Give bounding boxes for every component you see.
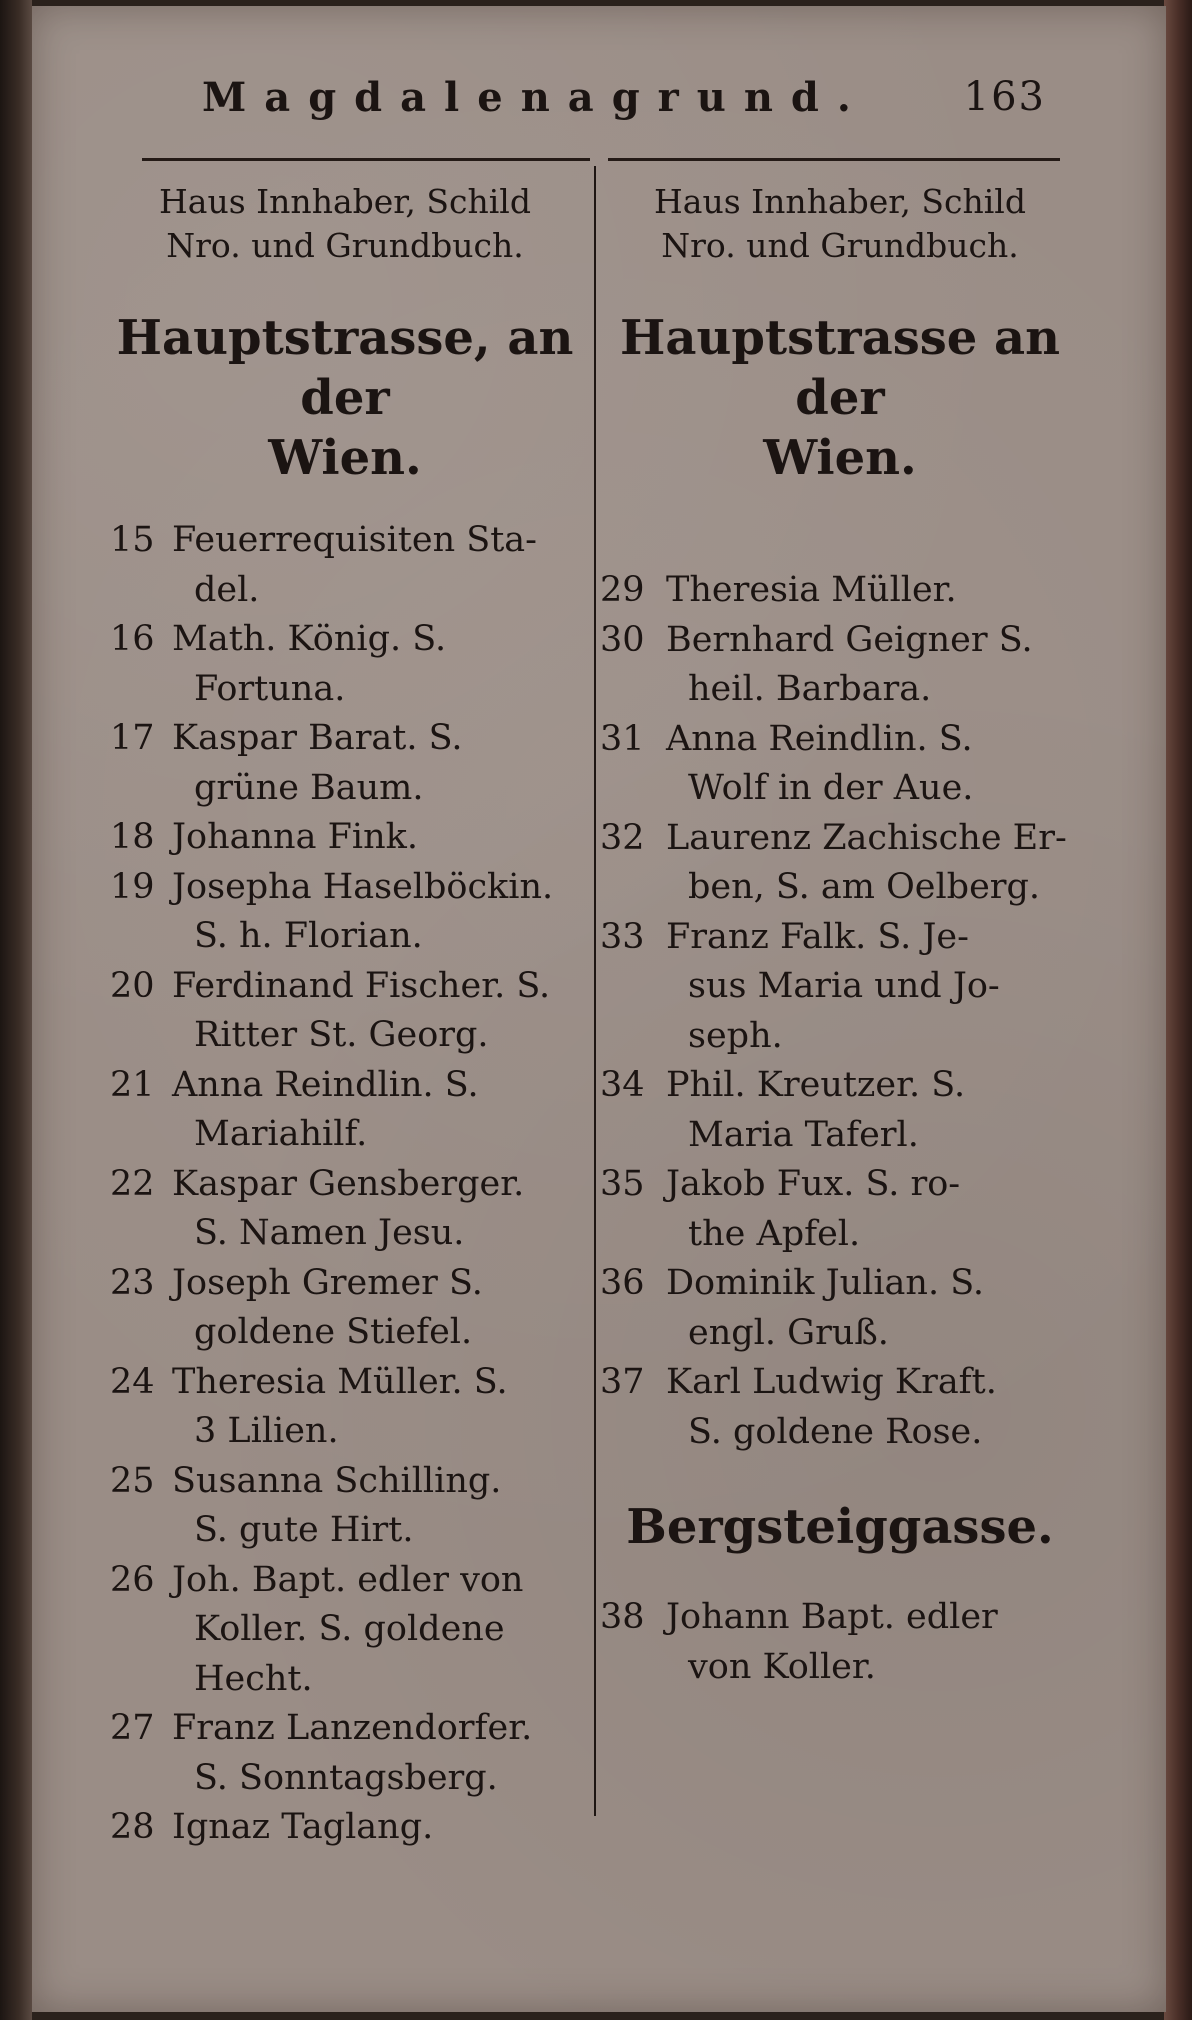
list-item: [600, 1061, 1080, 1160]
entry-continuation: engl. Gruß.: [688, 1312, 889, 1353]
list-item: [600, 1593, 1080, 1692]
house-number: 26: [110, 1559, 155, 1600]
entry-continuation: the Apfel.: [688, 1213, 861, 1254]
house-number: 37: [600, 1362, 645, 1402]
list-item: [110, 516, 580, 615]
entry-text: Joseph Gremer S.: [172, 1262, 483, 1303]
entry-continuation: 3 Lilien.: [194, 1411, 339, 1451]
house-number: 35: [600, 1164, 645, 1204]
house-number: 29: [600, 570, 645, 610]
house-number: 21: [110, 1064, 155, 1105]
list-item: [110, 813, 580, 863]
running-title: Magdalenagrund.: [202, 74, 869, 121]
column-header: [600, 180, 1080, 268]
house-number: 28: [110, 1807, 155, 1847]
street-heading-bergsteiggasse: Bergsteiggasse.: [626, 1499, 1054, 1555]
right-column: [600, 166, 1080, 1692]
entry-text: Jakob Fux. S. ro-: [666, 1164, 961, 1204]
page-number: 163: [963, 74, 1046, 120]
house-number: 27: [110, 1708, 155, 1748]
entry-continuation: Maria Taferl.: [688, 1114, 919, 1155]
column-header: [110, 180, 580, 268]
entry-text: Anna Reindlin. S.: [666, 718, 973, 759]
entry-continuation: Hecht.: [194, 1658, 313, 1699]
entry-text: Josepha Haselböckin.: [172, 866, 554, 907]
entry-text: Johann Bapt. edler: [666, 1597, 998, 1637]
list-item: [600, 1160, 1080, 1259]
street-heading-line2: Wien.: [268, 430, 422, 486]
street-heading: [110, 308, 580, 488]
house-number: 38: [600, 1597, 645, 1637]
entry-continuation: del.: [194, 569, 260, 610]
list-item: [110, 615, 580, 714]
entry-continuation: S. h. Florian.: [194, 916, 423, 956]
list-item: [600, 1259, 1080, 1358]
entry-continuation: Wolf in der Aue.: [688, 768, 974, 808]
list-item: [110, 1704, 580, 1803]
house-number: 33: [600, 916, 645, 957]
header-rule-left: [142, 158, 590, 161]
entry-text: Ferdinand Fischer. S.: [172, 965, 551, 1006]
house-number: 31: [600, 718, 645, 759]
entry-continuation: S. goldene Rose.: [688, 1411, 983, 1452]
house-number: 25: [110, 1460, 155, 1501]
entry-continuation: ben, S. am Oelberg.: [688, 867, 1041, 907]
street-heading-line1: Hauptstrasse, an der: [116, 310, 574, 426]
entry-continuation: von Koller.: [688, 1646, 876, 1687]
entry-text: Bernhard Geigner S.: [666, 619, 1033, 660]
house-number: 34: [600, 1065, 645, 1105]
entry-text: Theresia Müller.: [666, 570, 957, 610]
entry-text: Kaspar Gensberger.: [172, 1163, 525, 1204]
list-item: [110, 1803, 580, 1853]
entry-text: Anna Reindlin. S.: [172, 1064, 479, 1105]
street-heading-line2: Wien.: [763, 430, 917, 486]
entry-text: Feuerrequisiten Sta-: [172, 520, 537, 560]
house-number: 18: [110, 817, 155, 857]
running-head: [182, 74, 1046, 134]
house-number: 20: [110, 965, 155, 1006]
list-item: [110, 1556, 580, 1705]
entry-continuation: heil. Barbara.: [688, 669, 932, 709]
book-spine-edge: [0, 0, 32, 2020]
list-item: [110, 714, 580, 813]
column-header-line2: Nro. und Grundbuch.: [661, 226, 1019, 265]
list-item: [110, 1259, 580, 1358]
house-number: 16: [110, 619, 155, 659]
header-rule-right: [608, 158, 1060, 161]
entry-text: Johanna Fink.: [172, 817, 418, 857]
house-number: 19: [110, 866, 155, 907]
column-header-line2: Nro. und Grundbuch.: [166, 226, 524, 265]
list-item: [600, 814, 1080, 913]
list-item: [110, 1160, 580, 1259]
street-heading: [600, 308, 1080, 488]
entry-text: Karl Ludwig Kraft.: [666, 1362, 997, 1402]
entry-continuation: seph.: [688, 1015, 783, 1056]
column-header-line1: Haus Innhaber, Schild: [159, 182, 531, 221]
left-column: [110, 166, 580, 1853]
spacer: [600, 516, 1080, 566]
entry-continuation: Koller. S. goldene: [194, 1609, 505, 1649]
entry-continuation: S. gute Hirt.: [194, 1510, 414, 1550]
column-header-line1: Haus Innhaber, Schild: [654, 182, 1026, 221]
entry-continuation: goldene Stiefel.: [194, 1312, 473, 1352]
list-item: [600, 913, 1080, 1062]
list-item: [600, 1358, 1080, 1457]
street-heading-line1: Hauptstrasse an der: [620, 310, 1060, 426]
house-number: 24: [110, 1361, 155, 1402]
house-number: 15: [110, 520, 155, 560]
list-item: [600, 616, 1080, 715]
column-divider: [594, 166, 596, 1816]
house-number: 32: [600, 817, 645, 858]
entry-text: Franz Lanzendorfer.: [172, 1708, 533, 1748]
list-item: [110, 1358, 580, 1457]
entry-continuation: Mariahilf.: [194, 1114, 368, 1154]
list-item: [600, 715, 1080, 814]
entry-text: Kaspar Barat. S.: [172, 718, 463, 758]
entry-continuation: S. Sonntagsberg.: [194, 1757, 498, 1798]
list-item: [600, 566, 1080, 616]
house-number: 36: [600, 1263, 645, 1303]
entry-continuation: grüne Baum.: [194, 767, 424, 808]
entry-text: Laurenz Zachische Er-: [666, 817, 1067, 858]
house-number: 23: [110, 1262, 155, 1303]
book-fore-edge: [1164, 0, 1192, 2020]
entry-text: Franz Falk. S. Je-: [666, 916, 969, 957]
entry-text: Dominik Julian. S.: [666, 1263, 985, 1303]
entry-text: Math. König. S.: [172, 619, 447, 659]
entry-continuation: Ritter St. Georg.: [194, 1015, 489, 1055]
entry-text: Susanna Schilling.: [172, 1460, 502, 1501]
entry-text: Joh. Bapt. edler von: [172, 1559, 524, 1600]
list-item: [110, 962, 580, 1061]
entry-text: Ignaz Taglang.: [172, 1807, 434, 1847]
list-item: [110, 1457, 580, 1556]
entry-continuation: S. Namen Jesu.: [194, 1213, 465, 1253]
list-item: [110, 1061, 580, 1160]
entry-text: Phil. Kreutzer. S.: [666, 1065, 966, 1105]
house-number: 17: [110, 718, 155, 758]
entry-text: Theresia Müller. S.: [172, 1361, 508, 1402]
house-number: 22: [110, 1163, 155, 1204]
entry-continuation: Fortuna.: [194, 668, 346, 709]
list-item: [110, 863, 580, 962]
house-number: 30: [600, 619, 645, 660]
book-page: [32, 6, 1166, 2012]
entry-continuation: sus Maria und Jo-: [688, 966, 1000, 1006]
